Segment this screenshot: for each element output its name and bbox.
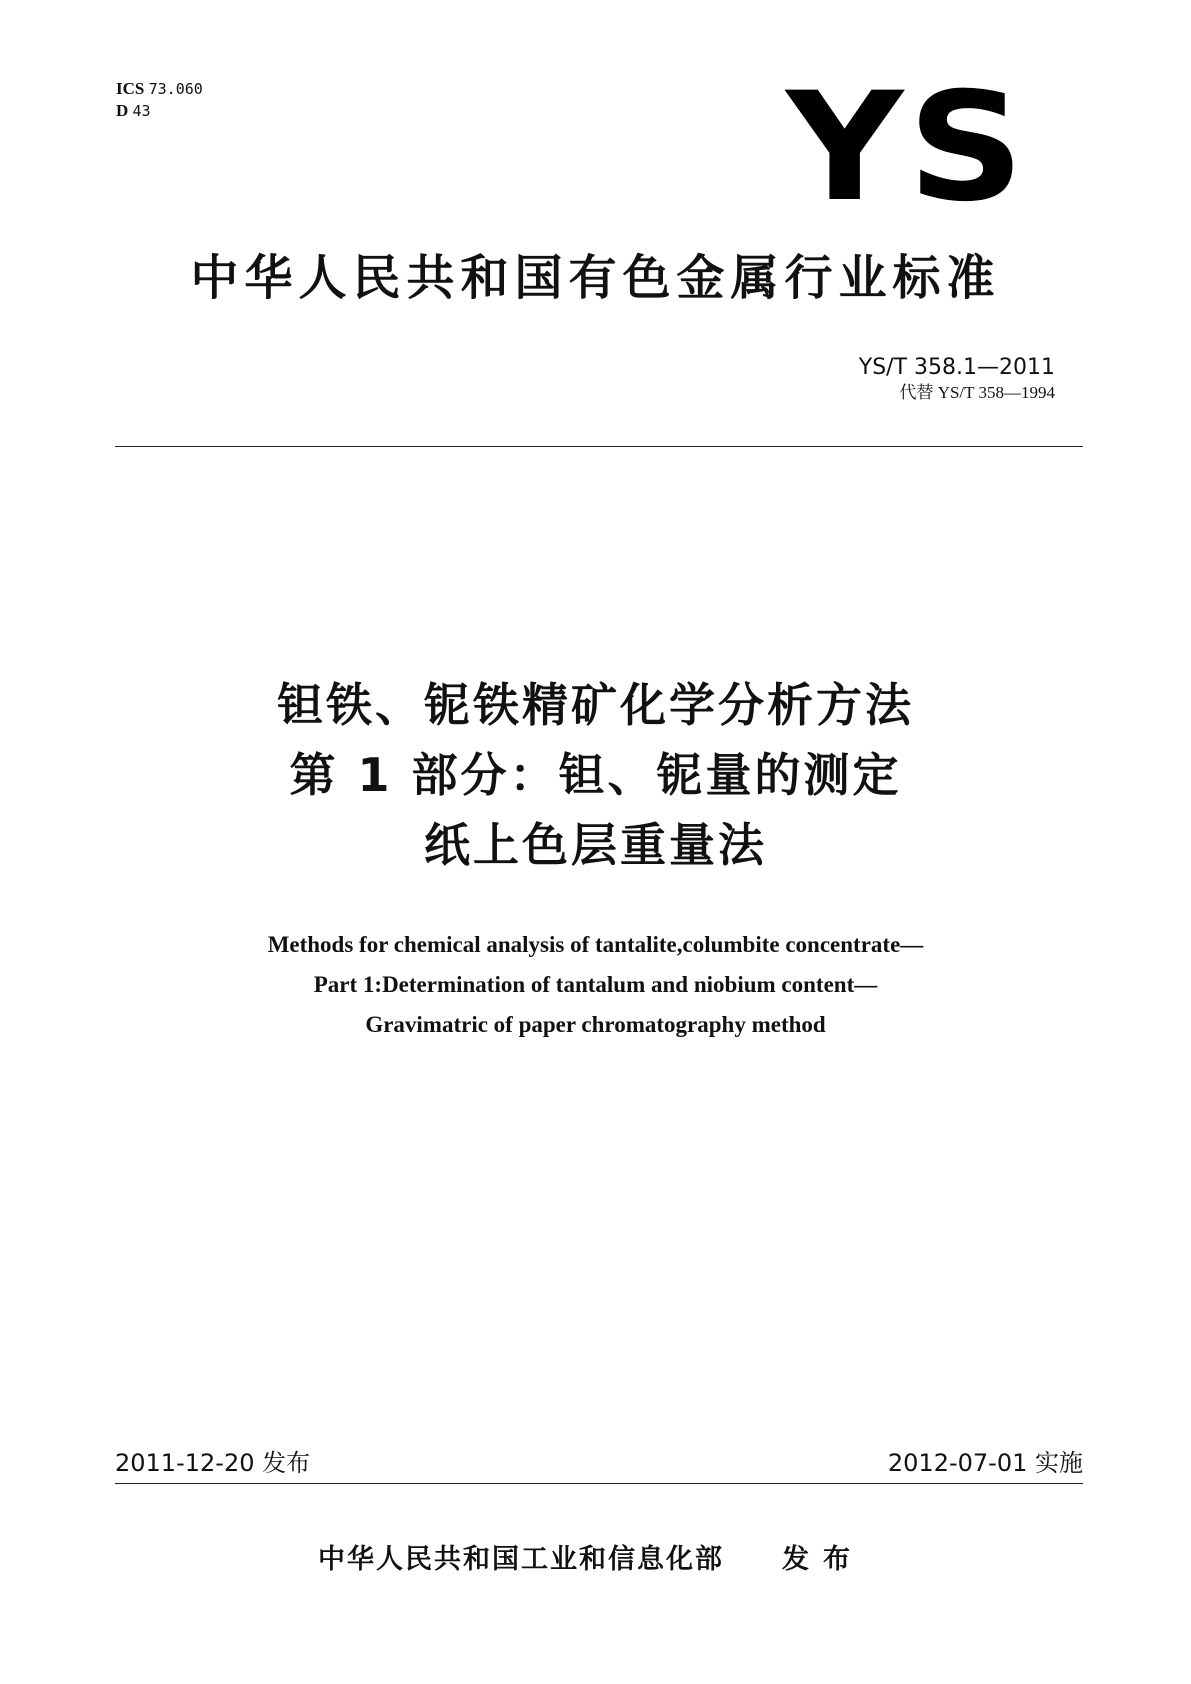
replaces-note: 代替 YS/T 358—1994 — [899, 383, 1055, 402]
ccs-label: D — [116, 101, 129, 120]
english-title-line1: Methods for chemical analysis of tantalite,columbite concentrate— — [267, 932, 924, 957]
english-title-line2: Part 1:Determination of tantalum and niobium content— — [313, 972, 878, 997]
standard-number-block — [859, 354, 1055, 404]
standard-code: YS/T 358.1—2011 — [858, 355, 1055, 380]
classification-codes — [116, 78, 203, 122]
chinese-title-line2: 第 1 部分：钽、铌量的测定 — [289, 748, 902, 802]
ics-label: ICS — [116, 79, 145, 98]
chinese-title — [0, 670, 1191, 880]
implementation-date: 2012-07-01 实施 — [887, 1449, 1083, 1477]
standard-heading: 中华人民共和国有色金属行业标准 — [190, 250, 1001, 306]
chinese-title-line3: 纸上色层重量法 — [424, 818, 767, 872]
chinese-title-line1: 钽铁、铌铁精矿化学分析方法 — [277, 678, 914, 732]
footer-divider — [115, 1483, 1083, 1484]
issuer — [318, 1543, 864, 1577]
issue-date: 2011-12-20 发布 — [115, 1449, 311, 1477]
ccs-row — [116, 100, 203, 122]
ics-row — [116, 78, 203, 100]
ics-value: 73.060 — [148, 80, 203, 98]
ccs-value: 43 — [132, 102, 151, 120]
english-title-line3: Gravimatric of paper chromatography method — [365, 1012, 826, 1037]
header-divider — [115, 446, 1083, 447]
ys-logo: YS — [786, 61, 1029, 235]
issuer-name: 中华人民共和国工业和信息化部 — [318, 1544, 724, 1575]
english-title — [0, 925, 1191, 1045]
issuer-action: 发布 — [782, 1544, 864, 1575]
